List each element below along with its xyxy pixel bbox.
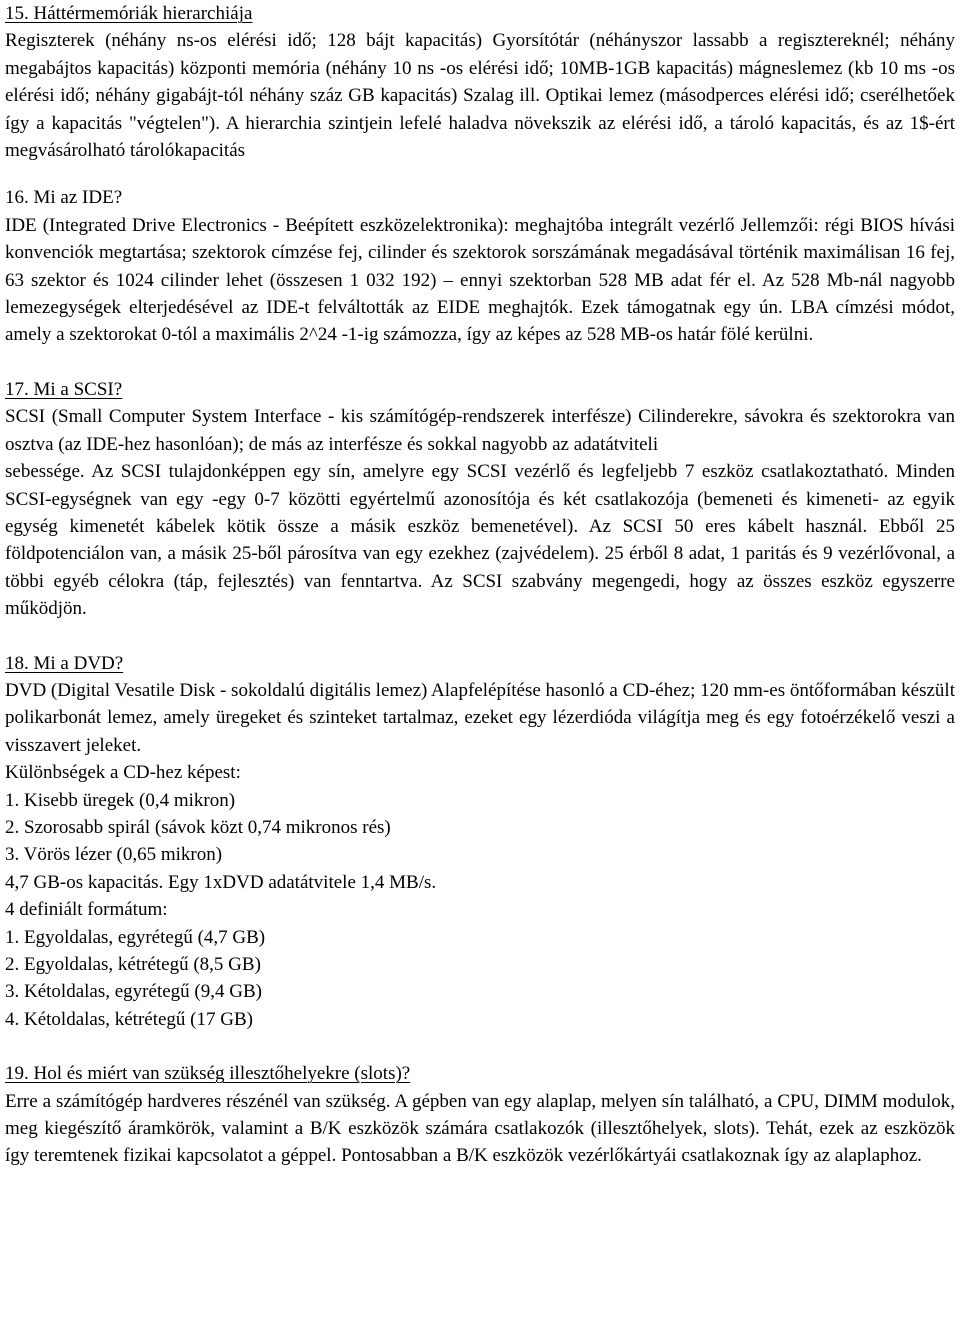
section-16-text: IDE (Integrated Drive Electronics - Beépített eszközelektronika): meghajtóba integrált vezérlő Jellemzői: régi BIOS hívási konvenciók megtartása; szektorok címzése fej, cilinder és szektorok sorszámának megadásával történik maximálisan 16 fej, 63 szektor és 1024 cilinder lehet (összesen 1 032 192) – ennyi szektorban 528 MB adat fér el. Az 528 Mb-nál nagyobb lemezegységek elterjedésével az IDE-t felváltották az EIDE meghajtók. Ezek támogatnak egy ún. LBA címzési módot, amely a szektorokat 0-tól a maximális 2^24 -1-ig számozza, így az képes az 528 MB-os határ fölé kerülni. bbox=[5, 214, 955, 346]
section-15-title: 15. Háttérmemóriák hierarchiája bbox=[5, 3, 253, 24]
list-line: 4. Kétoldalas, kétrétegű (17 GB) bbox=[5, 1008, 253, 1030]
section-16-title: 16. Mi az IDE? bbox=[5, 187, 123, 209]
list-line: 2. Egyoldalas, kétrétegű (8,5 GB) bbox=[5, 954, 261, 975]
section-15-text: Regiszterek (néhány ns-os elérési idő; 128 bájt kapacitás) Gyorsítótár (néhányszor lassabb a regisztereknél; néhány megabájtos kapacitás) központi memória (néhány 10 ns -os elérési idő; 10MB-1GB kapacitás) mágneslemez (kb 10 ms -os elérési idő; néhány gigabájt-tól néhány száz GB kapacitás) Szalag ill. Optikai lemez (másodperces elérési idő; cserélhetőek így a kapacitás "végtelen"). A hierarchia szintjein lefelé haladva növekszik az elérési idő, a tároló kapacitás, és az 1$-ért megvásárolható tárolókapacitás bbox=[5, 30, 955, 162]
section-17-text-2: sebessége. Az SCSI tulajdonképpen egy sín, amelyre egy SCSI vezérlő és legfeljebb 7 eszköz csatlakoztatható. Minden SCSI-egységnek van egy -egy 0-7 közötti egyértelmű azonosítója és két csatlakozója (bemeneti és kimeneti- az egyik egység kimenetét kábelek kötik össze a másik eszköz bemenetével). Az SCSI 50 eres kábelt használ. Ebből 25 földpotenciálon van, a másik 25-ből párosítva van egy ezekhez (zajvédelem). 25 érből 8 adat, 1 paritás és 9 vezérlővonal, a többi egyéb célokra (táp, fejlesztés) van fenntartva. Az SCSI szabvány megengedi, hogy az összes eszköz egyszerre működjön. bbox=[5, 461, 955, 620]
spacer bbox=[5, 349, 955, 376]
section-19-title: 19. Hol és miért van szükség illesztőhelyekre (slots)? bbox=[5, 1063, 411, 1085]
section-16 bbox=[5, 184, 955, 348]
list-line: 1. Kisebb üregek (0,4 mikron) bbox=[5, 789, 236, 811]
list-line: 1. Egyoldalas, egyrétegű (4,7 GB) bbox=[5, 926, 266, 948]
list-line: Különbségek a CD-hez képest: bbox=[5, 762, 241, 784]
section-17-text-1: SCSI (Small Computer System Interface - kis számítógép-rendszerek interfésze) Cilinderekre, sávokra és szektorokra van osztva (az IDE-hez hasonlóan); de más az interfésze és sokkal nagyobb az adatátviteli bbox=[5, 406, 955, 455]
list-line: 3. Kétoldalas, egyrétegű (9,4 GB) bbox=[5, 981, 262, 1003]
section-15 bbox=[5, 0, 955, 164]
list-line: 2. Szorosabb spirál (sávok közt 0,74 mikronos rés) bbox=[5, 816, 391, 838]
section-19-text: Erre a számítógép hardveres részénél van szükség. A gépben van egy alaplap, melyen sín található, a CPU, DIMM modulok, meg kiegészítő áramkörök, valamint a B/K eszközök számára csatlakozók (illesztőhelyek, slots). Tehát, ezek az eszközök így teremtenek fizikai kapcsolatot a géppel. Pontosabban a B/K eszközök vezérlőkártyái csatlakoznak így az alaplaphoz. bbox=[5, 1090, 955, 1167]
spacer bbox=[5, 1033, 955, 1060]
section-19 bbox=[5, 1060, 955, 1170]
spacer bbox=[5, 623, 955, 650]
section-18-title: 18. Mi a DVD? bbox=[5, 652, 124, 674]
spacer bbox=[5, 164, 955, 184]
list-line: 4,7 GB-os kapacitás. Egy 1xDVD adatátvitele 1,4 MB/s. bbox=[5, 871, 437, 893]
list-line: 3. Vörös lézer (0,65 mikron) bbox=[5, 844, 223, 866]
document-page bbox=[5, 0, 955, 1341]
section-18 bbox=[5, 650, 955, 1034]
list-line: 4 definiált formátum: bbox=[5, 899, 168, 921]
section-17-title: 17. Mi a SCSI? bbox=[5, 378, 123, 400]
section-18-text: DVD (Digital Vesatile Disk - sokoldalú digitális lemez) Alapfelépítése hasonló a CD-éhez; 120 mm-es öntőformában készült polikarbonát lemez, amely üregeket és szinteket tartalmaz, ezeket egy lézerdióda világítja meg és egy fotoérzékelő veszi a visszavert jeleket. bbox=[5, 679, 955, 756]
section-17 bbox=[5, 376, 955, 623]
